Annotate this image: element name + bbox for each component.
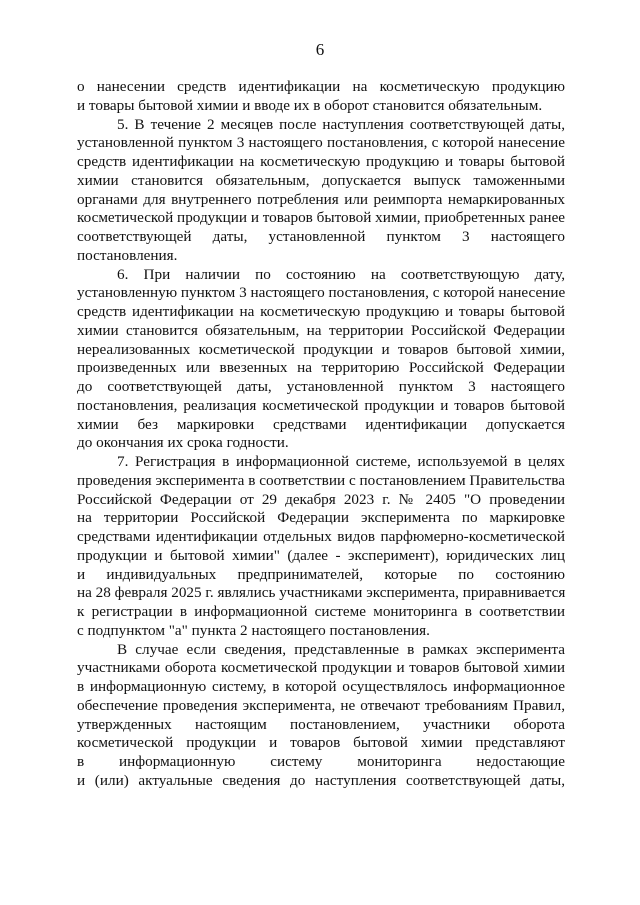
- text-line: произведенных или ввезенных на территорию Российской Федерации: [77, 359, 565, 377]
- text-line: Российской Федерации от 29 декабря 2023 г. № 2405 "О проведении: [77, 490, 565, 508]
- text-line: соответствующей даты, установленной пунктом 3 настоящего: [77, 228, 565, 245]
- text-line: к регистрации в информационной системе мониторинга в соответствии: [77, 603, 565, 620]
- text-line: химии без маркировки средствами идентификации допускается: [77, 415, 565, 433]
- text-line: химии становится обязательным, на территории Российской Федерации: [77, 321, 565, 339]
- text-line: В случае если сведения, представленные в рамках эксперимента: [117, 640, 565, 658]
- text-line: постановления, реализация косметической продукции и товаров бытовой: [77, 396, 565, 414]
- paragraph-item-5: [77, 116, 565, 266]
- paragraph-item-7: [77, 453, 565, 641]
- text-line: косметической продукции и товаров бытовой химии представляют: [77, 734, 565, 752]
- text-line: обеспечение проведения эксперимента, не отвечают требованиям Правил,: [77, 696, 565, 714]
- text-line: и (или) актуальные сведения до наступления соответствующей даты,: [77, 771, 565, 789]
- text-line: продукции и бытовой химии" (далее - эксперимент), юридических лиц: [77, 546, 565, 564]
- text-line: нереализованных косметической продукции и товаров бытовой химии,: [77, 340, 565, 358]
- paragraph-item-6: [77, 266, 565, 454]
- text-line: средств идентификации на косметическую продукцию и товары бытовой: [77, 303, 565, 320]
- page-number: 6: [315, 40, 325, 59]
- text-line: средствами идентификации отдельных видов парфюмерно-косметической: [77, 528, 565, 545]
- text-line: средств идентификации на косметическую продукцию и товары бытовой: [77, 153, 565, 170]
- document-body: [77, 78, 565, 791]
- text-line: постановления.: [77, 246, 178, 264]
- text-line: на территории Российской Федерации эксперимента по маркировке: [77, 509, 565, 527]
- text-line: проведения эксперимента в соответствии с постановлением Правительства: [77, 471, 565, 489]
- text-line: на 28 февраля 2025 г. являлись участниками эксперимента, приравнивается: [77, 584, 566, 602]
- text-line: 6. При наличии по состоянию на соответствующую дату,: [117, 265, 565, 283]
- text-line: до окончания их срока годности.: [77, 434, 289, 452]
- text-line: в информационную систему мониторинга недостающие: [77, 753, 565, 770]
- text-line: до соответствующей даты, установленной пунктом 3 настоящего: [77, 378, 565, 395]
- paragraph-continuation: [77, 78, 565, 116]
- text-line: установленной пунктом 3 настоящего постановления, с которой нанесение: [77, 134, 565, 152]
- text-line: 7. Регистрация в информационной системе, используемой в целях: [117, 453, 565, 470]
- text-line: 5. В течение 2 месяцев после наступления соответствующей даты,: [117, 115, 565, 133]
- text-line: о нанесении средств идентификации на косметическую продукцию: [77, 78, 565, 95]
- text-line: органами для внутреннего потребления или реимпорта немаркированных: [77, 190, 565, 208]
- text-line: установленную пунктом 3 настоящего постановления, с которой нанесение: [77, 284, 566, 302]
- text-line: и товары бытовой химии и вводе их в оборот становится обязательным.: [77, 96, 543, 114]
- text-line: утвержденных настоящим постановлением, участники оборота: [77, 715, 565, 733]
- text-line: химии становится обязательным, допускается выпуск таможенными: [77, 171, 565, 189]
- paragraph-item-7-continued: [77, 641, 565, 791]
- text-line: и индивидуальных предпринимателей, которые по состоянию: [77, 565, 565, 583]
- text-line: в информационную систему, в которой осуществлялось информационное: [77, 678, 565, 695]
- text-line: участниками оборота косметической продукции и товаров бытовой химии: [77, 659, 565, 677]
- text-line: с подпунктом "а" пункта 2 настоящего постановления.: [77, 621, 430, 639]
- text-line: косметической продукции и товаров бытовой химии, приобретенных ранее: [77, 209, 566, 227]
